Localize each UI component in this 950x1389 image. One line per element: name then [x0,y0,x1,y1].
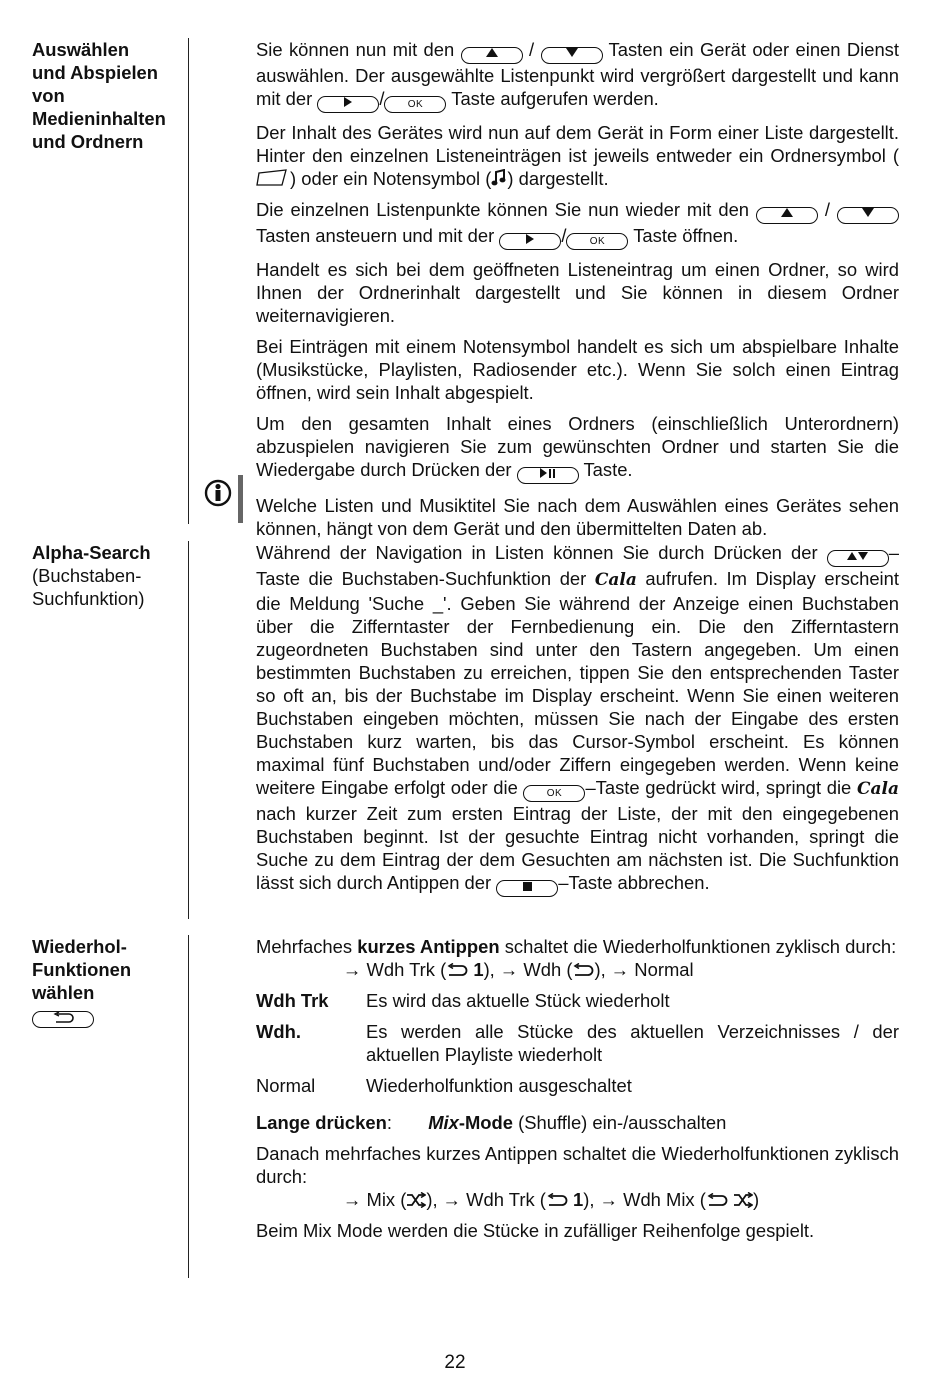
divider [188,541,189,919]
definition-row: Wdh. Es werden alle Stücke des aktuellen Verzeichnisses / der aktuellen Playliste wiederholt [256,1021,899,1065]
paragraph: Um den gesamten Inhalt eines Ordners (einschließlich Unterordnern) abzuspielen navigieren Sie zum gewünschten Ordner und starten Sie die Wiedergabe durch Drücken der Taste. [256,412,899,484]
section1-body [256,38,899,548]
ok-key-icon: OK [523,785,585,802]
repeat-icon [546,1193,568,1207]
divider [188,935,189,1278]
folder-icon [256,169,290,187]
repeat-sequence: → Wdh Trk ( 1), → Wdh ( ), → Normal [343,959,694,980]
sidebar-heading-repeat: Wiederhol- Funktionen wählen [32,935,182,1028]
down-key-icon [541,47,603,64]
shuffle-icon [406,1192,426,1208]
repeat-key-icon [32,1011,94,1028]
shuffle-icon [733,1192,753,1208]
info-icon [204,479,232,507]
section3-body [256,935,899,1250]
paragraph: Beim Mix Mode werden die Stücke in zufälliger Reihenfolge gespielt. [256,1220,815,1241]
long-press-line: Lange drücken: Mix-Mode (Shuffle) ein-/ausschalten [256,1112,727,1133]
paragraph: Danach mehrfaches kurzes Antippen schaltet die Wiederholfunktionen zyklisch durch: [256,1143,899,1187]
page-number: 22 [444,1352,466,1373]
info-note: Welche Listen und Musiktitel Sie nach dem Auswählen eines Gerätes sehen können, hängt von dem Gerät und den übermittelten Daten ab. [256,495,899,539]
divider [188,38,189,524]
right-key-icon [499,233,561,250]
paragraph: Mehrfaches kurzes Antippen schaltet die Wiederholfunktionen zyklisch durch: [256,936,897,957]
definition-row: Normal Wiederholfunktion ausgeschaltet [256,1075,632,1096]
up-down-key-icon [827,550,889,567]
up-key-icon [461,47,523,64]
play-pause-key-icon [517,467,579,484]
definition-row: Wdh Trk Es wird das aktuelle Stück wiederholt [256,990,670,1011]
ok-key-icon: OK [566,233,628,250]
stop-key-icon [496,880,558,897]
sidebar-heading-media: Auswählen und Abspielen von Medieninhalten und Ordnern [32,39,166,152]
paragraph: Die einzelnen Listenpunkte können Sie nun wieder mit den / Tasten ansteuern und mit der / OK Taste öffnen. [256,198,899,250]
mix-sequence: → Mix ( ), → Wdh Trk ( 1), → Wdh Mix ( ) [343,1189,760,1210]
paragraph: Bei Einträgen mit einem Notensymbol handelt es sich um abspielbare Inhalte (Musikstücke, Playlisten, Radiosender etc.). Wenn Sie solch einen Eintrag öffnen, wird sein Inhalt abgespielt. [256,336,899,403]
section2-body [256,541,899,905]
music-note-icon [491,169,507,187]
up-key-icon [756,207,818,224]
cala-logo: Cala [856,779,899,799]
ok-key-icon: OK [384,96,446,113]
down-key-icon [837,207,899,224]
sidebar-heading-alpha-search: Alpha-Search (Buchstaben- Suchfunktion) [32,542,151,609]
paragraph: Während der Navigation in Listen können Sie durch Drücken der –Taste die Buchstaben-Suchfunktion der Cala aufrufen. Im Display erscheint die Meldung 'Suche _'. Geben Sie während der Anzeige einen Buchstaben über die Zifferntaster der Fernbedienung ein. Die den Zifferntastern zugeordneten Buchstaben sind unter den Tastern angegeben. Um einen bestimmten Buchstaben zu erreichen, tippen Sie den entsprechenden Taster so oft an, bis der Buchstabe im Display erscheint. Wenn Sie einen weiteren Buchstaben eingeben möchten, müssen Sie nach der Eingabe des ersten Buchstaben kurz warten, bis das Cursor-Symbol erscheint. Es können maximal fünf Buchstaben und/oder Ziffern eingegeben werden. Wenn keine weitere Eingabe erfolgt oder die OK –Taste gedrückt wird, springt die Cala nach kurzer Zeit zum ersten Eintrag der Liste, der mit den eingegebenen Buchstaben beginnt. Ist der gesuchte Eintrag nicht vorhanden, springt die Suche zu dem Eintrag der dem Gesuchten am nächsten ist. Die Suchfunktion lässt sich durch Antippen der –Taste abbrechen. [256,541,899,897]
repeat-icon [572,963,594,977]
paragraph: Handelt es sich bei dem geöffneten Listeneintrag um einen Ordner, so wird Ihnen der Ordnerinhalt dargestellt und Sie können in diesem Ordner weiternavigieren. [256,259,899,326]
paragraph: Der Inhalt des Gerätes wird nun auf dem Gerät in Form einer Liste dargestellt. Hinter den einzelnen Listeneinträgen ist jeweils entweder ein Ordnersymbol () oder ein Notensymbol ( ) dargestellt. [256,122,899,189]
cala-logo: Cala [594,570,637,590]
info-bar [238,475,243,523]
right-key-icon [317,96,379,113]
repeat-icon [446,963,468,977]
repeat-icon [706,1193,728,1207]
paragraph: Sie können nun mit den / Tasten ein Gerät oder einen Dienst auswählen. Der ausgewählte Listenpunkt wird vergrößert dargestellt und kann mit der / OK Taste aufgerufen werden. [256,38,899,113]
